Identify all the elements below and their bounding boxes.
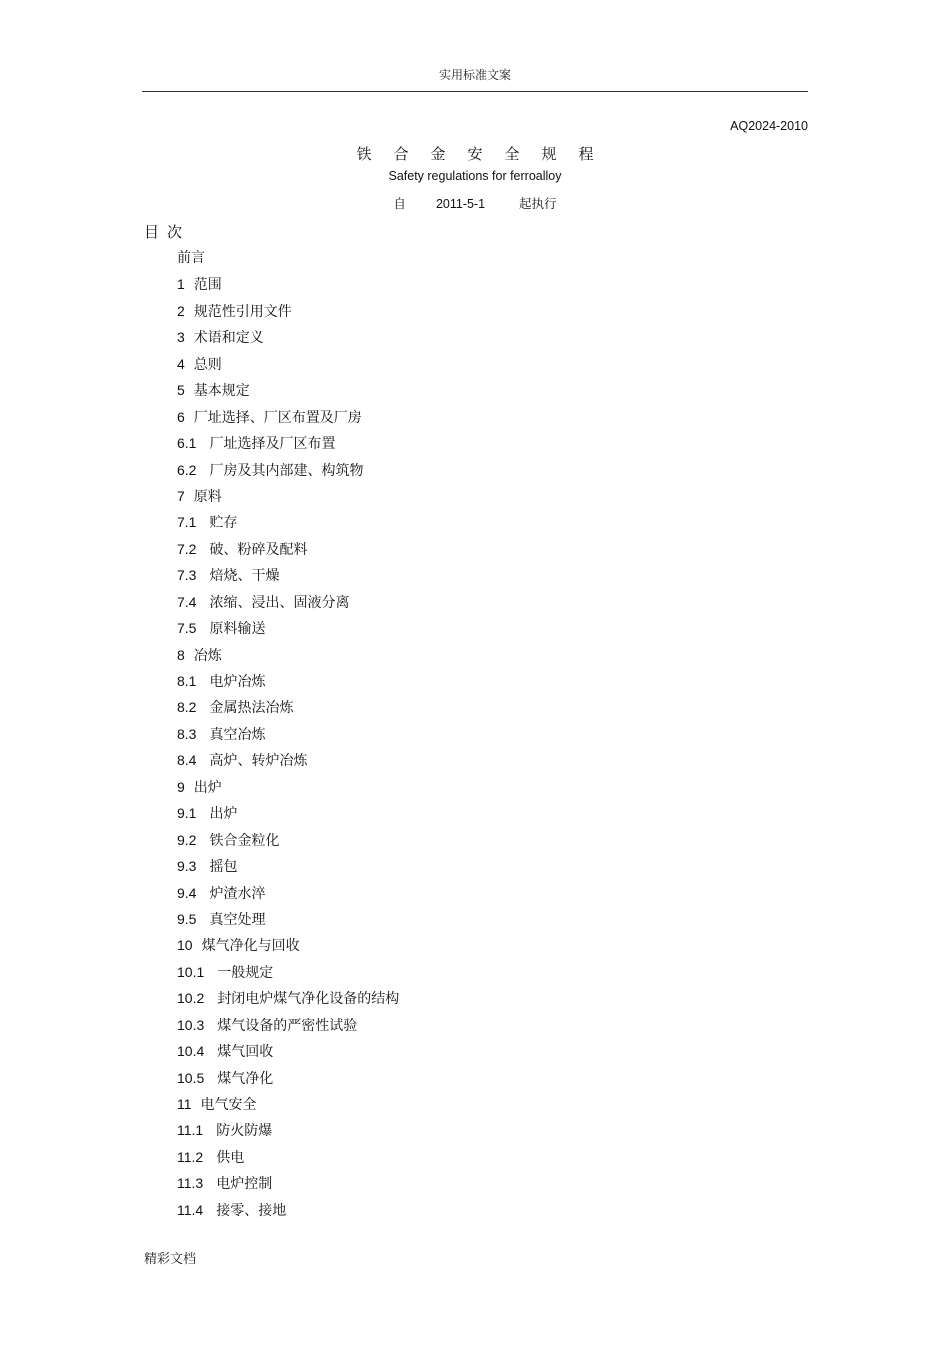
- toc-entry-number: 10.1: [177, 963, 205, 980]
- toc-entry-number: 11.1: [177, 1122, 204, 1139]
- toc-entry[interactable]: [177, 774, 399, 800]
- toc-entry-title: 电炉控制: [216, 1176, 273, 1193]
- toc-entry-number: 9.1: [177, 805, 197, 822]
- toc-entry-number: 10.3: [177, 1016, 205, 1033]
- toc-entry[interactable]: [177, 668, 399, 694]
- toc-entry-number: 10.5: [177, 1069, 205, 1086]
- toc-entry-title: 防火防爆: [216, 1123, 273, 1140]
- toc-entry-number: 7: [177, 487, 185, 504]
- toc-entry-number: 1: [177, 276, 185, 293]
- toc-entry-number: 8.2: [177, 699, 197, 716]
- toc-entry-number: 7.2: [177, 540, 197, 557]
- toc-entry-title: 铁合金粒化: [209, 832, 280, 849]
- effective-prefix: 自: [393, 196, 406, 211]
- toc-entry-title: 真空处理: [209, 911, 266, 928]
- toc-entry-title: 冶炼: [193, 647, 222, 664]
- toc-entry[interactable]: [177, 589, 399, 615]
- toc-entry-number: 7.4: [177, 593, 197, 610]
- toc-entry-title: 一般规定: [217, 964, 274, 981]
- toc-entry[interactable]: [177, 853, 399, 879]
- toc-entry[interactable]: [177, 483, 399, 509]
- toc-entry[interactable]: [177, 377, 399, 403]
- toc-entry[interactable]: [177, 562, 399, 588]
- toc-entry-title: 金属热法冶炼: [209, 700, 294, 717]
- table-of-contents: [177, 245, 399, 1223]
- toc-entry-number: 10: [177, 937, 193, 954]
- toc-entry-title: 真空冶炼: [209, 726, 266, 743]
- toc-entry-number: 7.5: [177, 620, 197, 637]
- toc-entry[interactable]: [177, 694, 399, 720]
- toc-entry-title: 前言: [177, 250, 205, 266]
- toc-entry-title: 厂址选择及厂区布置: [209, 436, 336, 453]
- toc-entry-title: 接零、接地: [216, 1202, 287, 1219]
- toc-entry-number: 9.3: [177, 858, 197, 875]
- toc-entry-title: 总则: [193, 356, 222, 373]
- effective-suffix: 起执行: [519, 196, 557, 211]
- toc-entry-title: 电气安全: [200, 1097, 257, 1113]
- toc-entry[interactable]: [177, 1065, 399, 1091]
- toc-entry-title: 厂房及其内部建、构筑物: [209, 462, 364, 479]
- toc-entry[interactable]: [177, 880, 399, 906]
- toc-entry-number: 7.3: [177, 567, 197, 584]
- toc-entry-title: 术语和定义: [193, 330, 264, 347]
- toc-entry-title: 焙烧、干燥: [209, 568, 280, 585]
- toc-entry-number: 8: [177, 646, 185, 663]
- effective-date-line: [0, 194, 950, 212]
- toc-entry-number: 8.3: [177, 725, 197, 742]
- effective-date: 2011-5-1: [435, 197, 486, 211]
- toc-entry-number: 7.1: [177, 514, 197, 531]
- toc-entry-title: 出炉: [193, 779, 222, 796]
- toc-entry[interactable]: [177, 324, 399, 350]
- toc-entry[interactable]: [177, 509, 399, 535]
- toc-entry[interactable]: [177, 642, 399, 668]
- toc-entry[interactable]: [177, 615, 399, 641]
- toc-entry-title: 炉渣水淬: [209, 885, 266, 902]
- toc-entry[interactable]: [177, 1197, 399, 1223]
- page-footer-text: 精彩文档: [144, 1252, 197, 1267]
- toc-entry-number: 3: [177, 329, 185, 346]
- toc-entry-number: 10.4: [177, 1043, 205, 1060]
- toc-entry-number: 11: [177, 1096, 192, 1112]
- toc-entry-title: 规范性引用文件: [193, 303, 292, 320]
- toc-entry[interactable]: [177, 1170, 399, 1196]
- toc-entry-title: 厂址选择、厂区布置及厂房: [193, 409, 362, 426]
- toc-entry[interactable]: [177, 721, 399, 747]
- toc-entry-title: 贮存: [209, 515, 238, 532]
- page-header-text: 实用标准文案: [438, 68, 511, 82]
- toc-entry-number: 10.2: [177, 990, 205, 1007]
- toc-entry[interactable]: [177, 1144, 399, 1170]
- toc-entry[interactable]: [177, 1038, 399, 1064]
- toc-entry-title: 电炉冶炼: [209, 674, 266, 690]
- toc-entry[interactable]: [177, 271, 399, 297]
- toc-entry[interactable]: [177, 1012, 399, 1038]
- toc-entry-number: 2: [177, 302, 185, 319]
- toc-entry[interactable]: [177, 298, 399, 324]
- toc-entry-title: 供电: [216, 1149, 245, 1166]
- toc-entry-title: 原料: [193, 488, 222, 505]
- toc-entry[interactable]: [177, 1117, 399, 1143]
- toc-entry-title: 范围: [193, 277, 222, 294]
- document-title-chinese: 铁合金安全规程: [356, 145, 616, 163]
- toc-entry-title: 基本规定: [193, 383, 250, 400]
- toc-entry-title: 煤气净化: [217, 1070, 274, 1087]
- toc-entry-number: 6.1: [177, 435, 197, 452]
- toc-entry[interactable]: [177, 932, 399, 958]
- toc-entry[interactable]: [177, 536, 399, 562]
- toc-entry-number: 11.2: [177, 1148, 204, 1165]
- toc-entry-number: 4: [177, 355, 185, 372]
- toc-entry[interactable]: [177, 959, 399, 985]
- toc-entry[interactable]: [177, 404, 399, 430]
- header-divider: [142, 91, 808, 92]
- toc-entry-title: 原料输送: [209, 621, 266, 638]
- toc-entry-number: 11.3: [177, 1175, 204, 1192]
- toc-entry-title: 破、粉碎及配料: [209, 541, 308, 558]
- toc-entry[interactable]: [177, 351, 399, 377]
- toc-entry[interactable]: [177, 1091, 399, 1117]
- toc-entry-number: 9.2: [177, 831, 197, 848]
- toc-entry[interactable]: [177, 827, 399, 853]
- toc-entry[interactable]: [177, 800, 399, 826]
- toc-entry[interactable]: [177, 430, 399, 456]
- toc-entry-title: 煤气净化与回收: [201, 938, 300, 955]
- toc-entry-title: 浓缩、浸出、固液分离: [209, 594, 350, 611]
- toc-entry[interactable]: [177, 906, 399, 932]
- toc-entry-title: 煤气设备的严密性试验: [217, 1017, 358, 1034]
- toc-entry-number: 5: [177, 382, 185, 399]
- toc-entry-number: 11.4: [177, 1201, 204, 1218]
- toc-entry-number: 9.5: [177, 910, 197, 927]
- toc-entry[interactable]: [177, 747, 399, 773]
- toc-entry-title: 封闭电炉煤气净化设备的结构: [217, 991, 400, 1008]
- toc-entry-title: 摇包: [209, 859, 238, 876]
- toc-entry[interactable]: [177, 457, 399, 483]
- toc-entry-title: 高炉、转炉冶炼: [209, 753, 308, 770]
- toc-entry-number: 9: [177, 778, 185, 795]
- toc-entry-title: 煤气回收: [217, 1044, 274, 1061]
- toc-entry-number: 9.4: [177, 884, 197, 901]
- toc-heading: 目次: [144, 223, 191, 241]
- toc-entry[interactable]: [177, 245, 399, 271]
- toc-entry-number: 8.1: [177, 673, 197, 689]
- standard-number: AQ2024-2010: [730, 119, 808, 133]
- toc-entry-number: 8.4: [177, 752, 197, 769]
- toc-entry-number: 6.2: [177, 461, 197, 478]
- toc-entry-title: 出炉: [209, 806, 238, 823]
- document-title-english: Safety regulations for ferroalloy: [388, 169, 562, 183]
- toc-entry[interactable]: [177, 985, 399, 1011]
- toc-entry-number: 6: [177, 408, 185, 425]
